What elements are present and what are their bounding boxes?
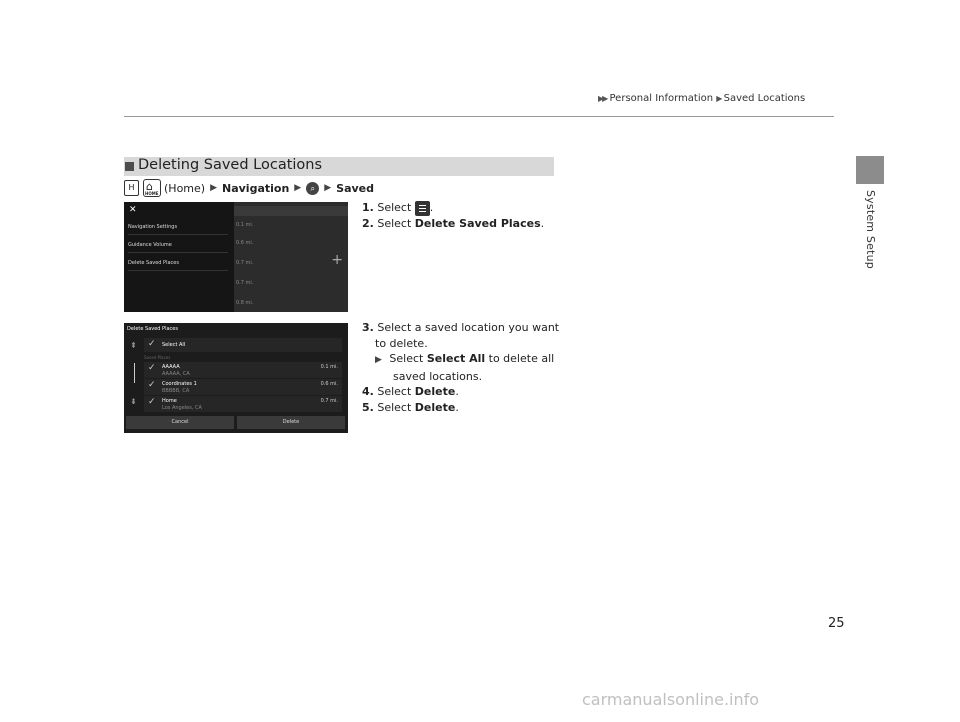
square-bullet-icon: [125, 162, 134, 171]
screenshot-delete-list: [124, 323, 348, 433]
menu-item-navigation-settings: Navigation Settings: [128, 224, 228, 235]
steps-part-2: [362, 320, 559, 415]
side-tab-label: System Setup: [864, 190, 877, 269]
scroll-down-icon: ⇟: [130, 397, 137, 406]
distance-label: 0.8 mi.: [236, 300, 254, 306]
section-title: Deleting Saved Locations: [138, 157, 323, 173]
distance-label: 0.6 mi.: [236, 240, 254, 246]
distance-label: 0.7 mi.: [236, 260, 254, 266]
delete-button: Delete: [237, 416, 345, 429]
item-name: Home: [162, 398, 177, 404]
check-icon: ✓: [148, 339, 156, 349]
menu-item-guidance-volume: Guidance Volume: [128, 242, 228, 253]
arrow-icon: ▶: [294, 183, 302, 193]
distance-label: 0.7 mi.: [236, 280, 254, 286]
page-number: 25: [828, 616, 845, 631]
settings-menu: [124, 202, 234, 312]
close-icon: ✕: [129, 205, 137, 215]
path-saved: Saved: [336, 181, 374, 195]
arrow-icon: ▶: [210, 183, 217, 193]
scroll-up-icon: ⇞: [130, 341, 137, 350]
item-name: AAAAA: [162, 364, 180, 370]
section-heading: [124, 157, 554, 176]
select-all-label: Select All: [162, 342, 186, 348]
breadcrumb-item: Saved Locations: [723, 93, 806, 104]
hint-icon: H: [124, 180, 139, 196]
item-address: BBBBB, CA: [162, 388, 190, 394]
step-1: 1. Select .: [362, 201, 434, 214]
step-5: 5. Select Delete.: [362, 400, 459, 414]
menu-icon: [415, 201, 430, 216]
double-arrow-icon: ▶▶: [598, 94, 607, 103]
item-distance: 0.6 mi.: [320, 381, 338, 387]
map-view: [234, 202, 348, 312]
home-label: (Home): [164, 181, 206, 195]
search-icon: ⌕: [306, 182, 319, 195]
screenshot-menu: [124, 202, 348, 312]
breadcrumb: [598, 93, 805, 104]
step-3-substep-continued: saved locations.: [393, 369, 483, 383]
check-icon: ✓: [148, 380, 156, 390]
step-3-substep: ▶ Select Select All to delete all: [375, 352, 555, 365]
step-3-continued: to delete.: [375, 336, 428, 350]
scrollbar: [134, 363, 135, 383]
list-item: [144, 379, 342, 395]
step-2: 2. Select Delete Saved Places.: [362, 216, 545, 230]
step-4: 4. Select Delete.: [362, 385, 459, 398]
check-icon: ✓: [148, 397, 156, 407]
header-divider: [124, 116, 834, 117]
navigation-path: [124, 179, 374, 197]
side-tab-marker: [856, 156, 884, 184]
menu-item-delete-saved-places: Delete Saved Places: [128, 260, 228, 271]
distance-label: 0.1 mi.: [236, 222, 254, 228]
cancel-button: Cancel: [126, 416, 234, 429]
path-navigation: Navigation: [222, 181, 290, 195]
breadcrumb-item: Personal Information: [609, 93, 714, 104]
arrow-icon: ▶: [716, 94, 721, 103]
item-address: Los Angeles, CA: [162, 405, 202, 411]
zoom-in-icon: +: [331, 252, 343, 268]
home-button-icon: ⌂ HOME: [143, 179, 161, 197]
step-3: 3. Select a saved location you want: [362, 321, 560, 334]
arrow-icon: ▶: [375, 355, 382, 365]
item-distance: 0.1 mi.: [320, 364, 338, 370]
item-distance: 0.7 mi.: [320, 398, 338, 404]
list-item: [144, 396, 342, 412]
check-icon: ✓: [148, 363, 156, 373]
select-all-row: [144, 338, 342, 352]
item-address: AAAAA, CA: [162, 371, 190, 377]
list-section-label: Saved Places: [144, 355, 171, 360]
screen-title: Delete Saved Places: [127, 326, 178, 332]
item-name: Coordinates 1: [162, 381, 197, 387]
list-item: [144, 362, 342, 378]
arrow-icon: ▶: [324, 183, 332, 193]
watermark: carmanualsonline.info: [582, 690, 760, 709]
steps-part-1: [362, 200, 544, 231]
